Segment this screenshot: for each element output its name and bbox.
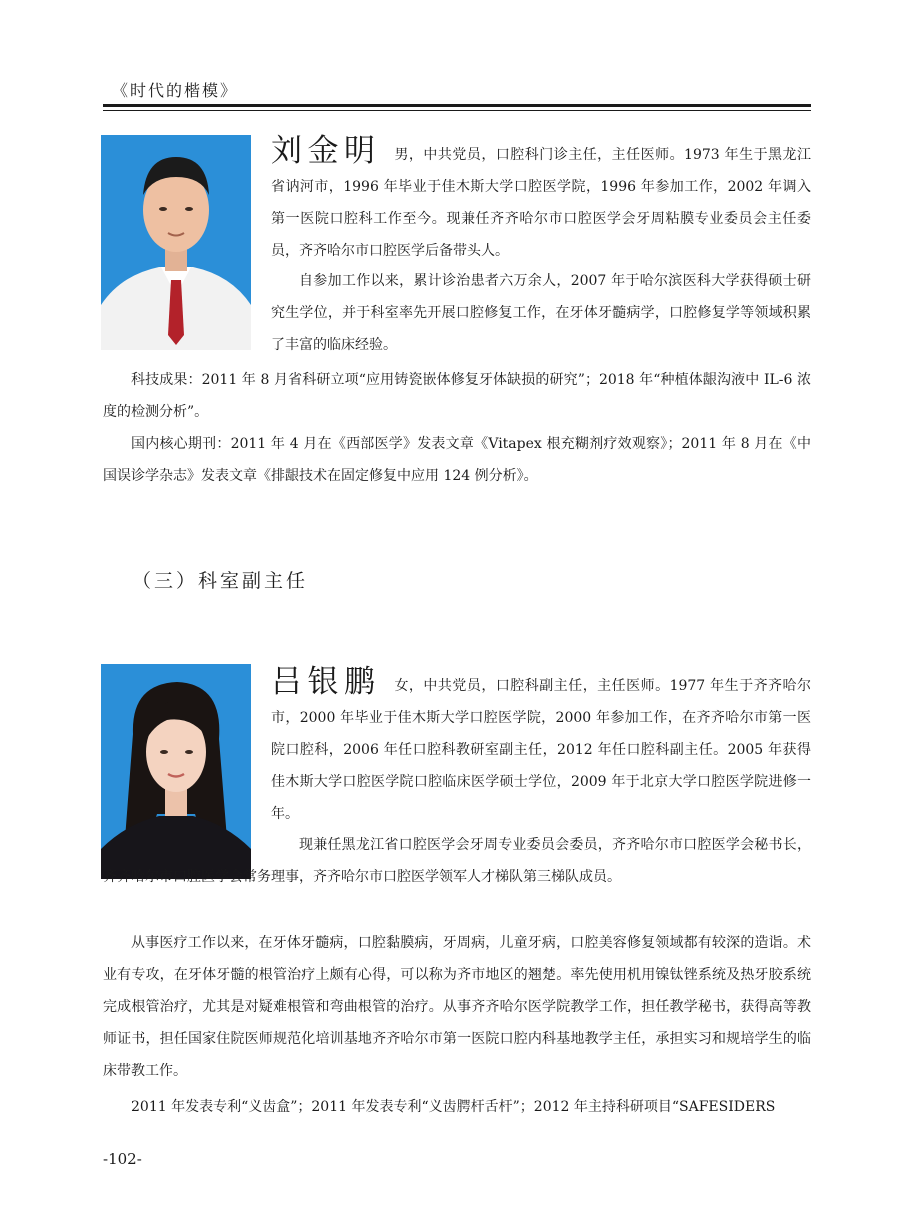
person1-name: 刘金明 — [271, 133, 381, 169]
person2-patents: 2011 年发表专利“义齿盒”；2011 年发表专利“义齿腭杆舌杆”；2012 年主持科研项目“SAFESIDERS — [131, 1099, 776, 1115]
person2-practice: 从事医疗工作以来，在牙体牙髓病，口腔黏膜病，牙周病，儿童牙病，口腔美容修复领域都有较深的造诣。术业有专攻，在牙体牙髓的根管治疗上颇有心得，可以称为齐市地区的翘楚。率先使用机用镍钛锉系统及热牙胶系统完成根管治疗，尤其是对疑难根管和弯曲根管的治疗。从事齐齐哈尔医学院教学工作，担任教学秘书，获得高等教师证书，担任国家住院医师规范化培训基地齐齐哈尔市第一医院口腔内科基地教学主任，承担实习和规培学生的临床带教工作。 — [103, 935, 811, 1079]
person2-intro — [271, 666, 811, 830]
person2-roles — [103, 829, 811, 893]
portrait-photo-male — [101, 135, 251, 350]
person1-research: 科技成果：2011 年 8 月省科研立项“应用铸瓷嵌体修复牙体缺损的研究”；2018 年“种植体龈沟液中 IL-6 浓度的检测分析”。 — [103, 372, 811, 420]
header-rule-thin — [103, 110, 811, 111]
person1-experience: 自参加工作以来，累计诊治患者六万余人，2007 年于哈尔滨医科大学获得硕士研究生学位，并于科室率先开展口腔修复工作，在牙体牙髓病学，口腔修复学等领域积累了丰富的临床经验。 — [271, 273, 811, 353]
person1-intro — [271, 135, 811, 267]
page-number: -102- — [103, 1150, 142, 1168]
person2-roles-text: 现兼任黑龙江省口腔医学会牙周专业委员会委员，齐齐哈尔市口腔医学会秘书长，齐齐哈尔市口腔医学会常务理事，齐齐哈尔市口腔医学领军人才梯队第三梯队成员。 — [103, 837, 811, 885]
header-rule-thick — [103, 104, 811, 107]
person1-intro-text: 男，中共党员，口腔科门诊主任，主任医师。1973 年生于黑龙江省讷河市，1996 年毕业于佳木斯大学口腔医学院，1996 年参加工作，2002 年调入第一医院口腔科工作至今。现兼任齐齐哈尔市口腔医学会牙周粘膜专业委员会主任委员，齐齐哈尔市口腔医学后备带头人。 — [271, 147, 812, 259]
section-heading: （三）科室副主任 — [132, 570, 309, 592]
running-header-title: 《时代的楷模》 — [112, 81, 239, 100]
person2-name: 吕银鹏 — [271, 664, 381, 700]
person1-publications: 国内核心期刊：2011 年 4 月在《西部医学》发表文章《Vitapex 根充糊剂疗效观察》；2011 年 8 月在《中国误诊学杂志》发表文章《排龈技术在固定修复中应用 124 例分析》。 — [103, 436, 811, 484]
person2-intro-text: 女，中共党员，口腔科副主任，主任医师。1977 年生于齐齐哈尔市，2000 年毕业于佳木斯大学口腔医学院，2000 年参加工作，在齐齐哈尔市第一医院口腔科，2006 年任口腔科教研室副主任，2012 年任口腔科副主任。2005 年获得佳木斯大学口腔医学院口腔临床医学硕士学位，2009 年于北京大学口腔医学院进修一年。 — [271, 678, 812, 822]
